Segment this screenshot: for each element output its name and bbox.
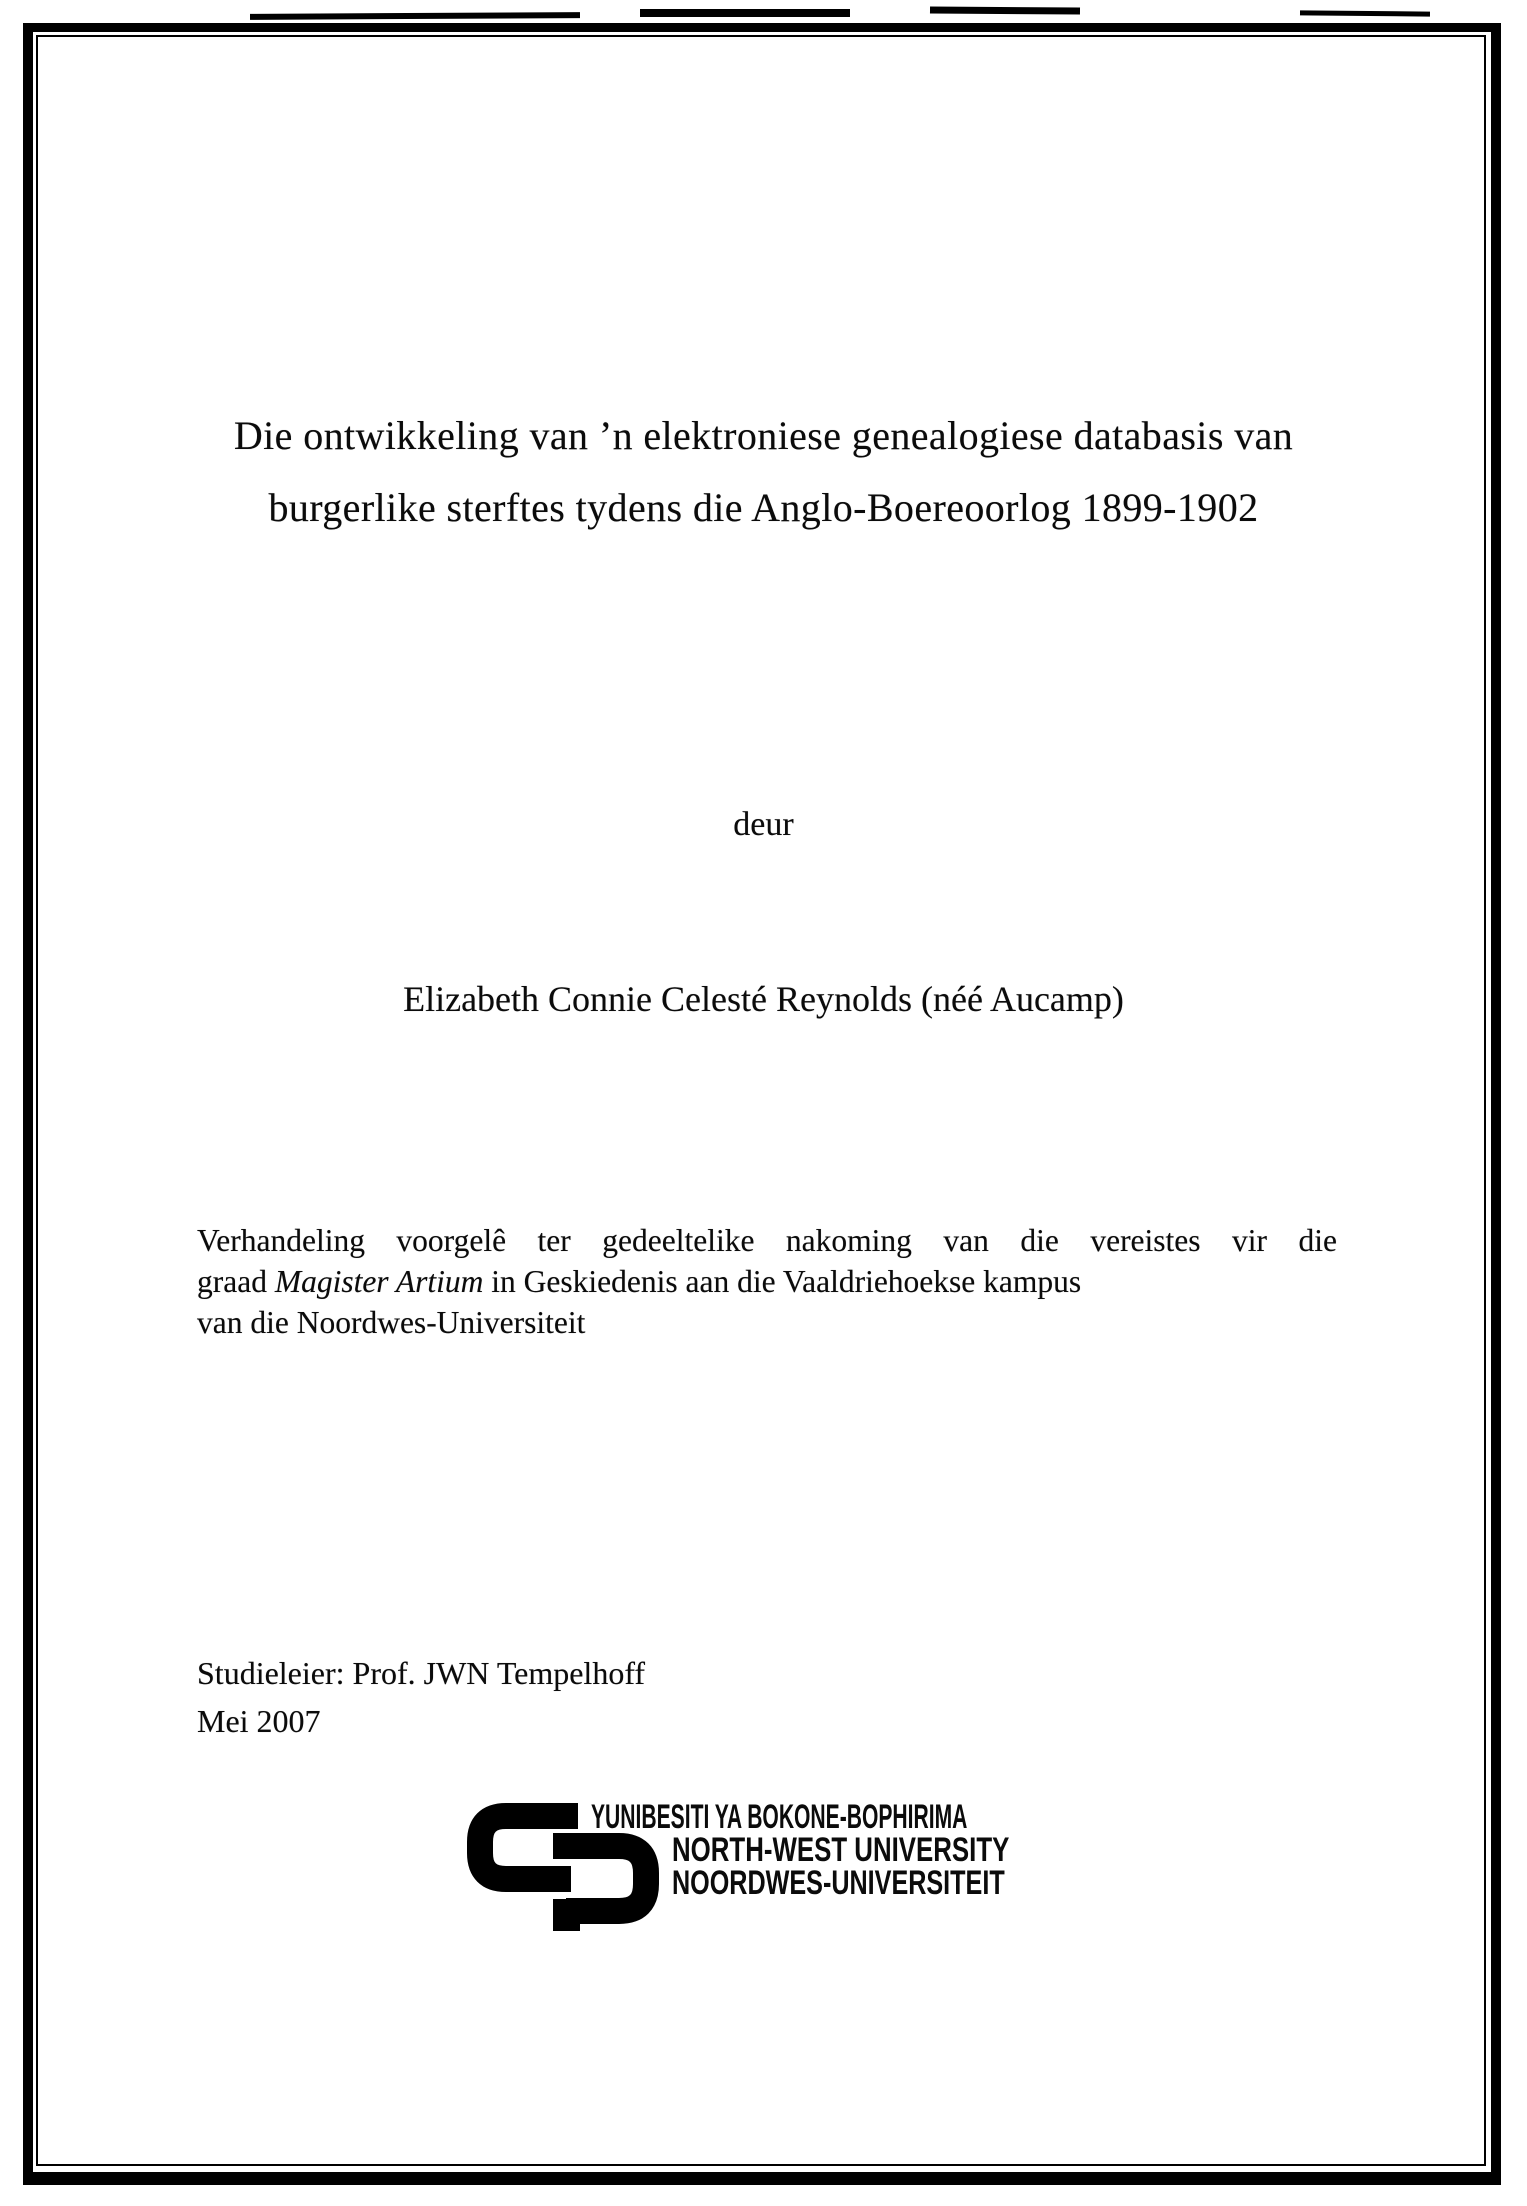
scan-noise-mark: [640, 9, 850, 17]
thesis-title-line1: Die ontwikkeling van ’n elektroniese genealogiese databasis van: [233, 413, 1294, 458]
submission-line3: van die Noordwes-Universiteit: [197, 1305, 586, 1340]
degree-name: Magister Artium: [274, 1264, 484, 1299]
scan-noise-mark: [1300, 10, 1430, 16]
thesis-title-line2: burgerlike sterftes tydens die Anglo-Boereoorlog 1899-1902: [268, 485, 1259, 530]
scan-noise-mark: [250, 12, 580, 20]
date-line: Mei 2007: [197, 1703, 321, 1739]
thesis-title: [60, 400, 1467, 544]
submission-statement: [197, 1220, 1337, 1343]
submission-line1: Verhandeling voorgelê ter gedeeltelike nakoming van die vereistes vir die: [197, 1223, 1337, 1258]
submission-line2: [197, 1261, 1337, 1302]
submission-line2-prefix: graad: [197, 1264, 275, 1299]
byline-deur: deur: [733, 806, 794, 843]
scan-noise-mark: [930, 6, 1080, 14]
submission-line2-suffix: in Geskiedenis aan die Vaaldriehoekse kampus: [483, 1264, 1082, 1299]
logo-text-afrikaans: NOORDWES-UNIVERSITEIT: [672, 1864, 1005, 1902]
supervisor-line: Studieleier: Prof. JWN Tempelhoff: [197, 1655, 646, 1691]
logo-text-setswana: YUNIBESITI YA BOKONE-BOPHIRIMA: [591, 1798, 968, 1836]
logo-text-english: NORTH-WEST UNIVERSITY: [672, 1831, 1010, 1869]
author-name: Elizabeth Connie Celesté Reynolds (néé Aucamp): [403, 979, 1124, 1019]
